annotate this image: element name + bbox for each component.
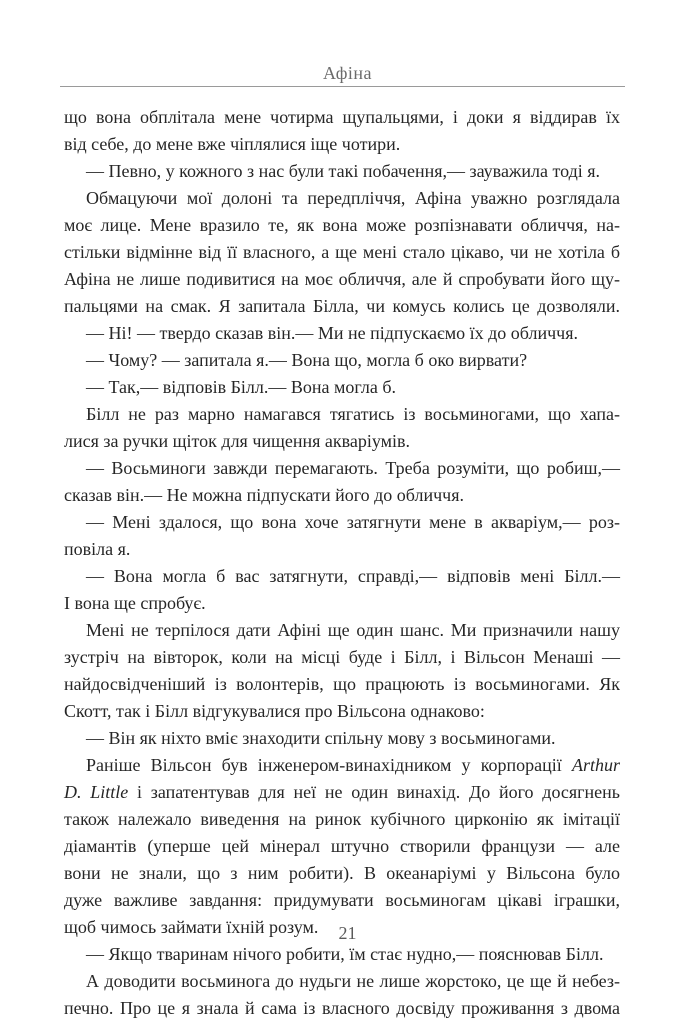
text-run: — Певно, у кожного з нас були такі побачення,— зауважила тоді я. <box>86 161 601 181</box>
text-run: найдосвідченіший із волонтерів, що працюють із восьминогами. Як <box>64 674 620 694</box>
text-line <box>64 509 620 536</box>
text-run: моє лице. Мене вразило те, як вона може розпізнавати обличчя, на- <box>64 215 620 235</box>
text-line <box>64 806 620 833</box>
text-run: сказав він.— Не можна підпускати його до обличчя. <box>64 485 465 505</box>
text-line <box>64 185 620 212</box>
text-run: — Він як ніхто вміє знаходити спільну мову з восьминогами. <box>86 728 556 748</box>
text-line <box>64 563 620 590</box>
text-line <box>64 428 620 455</box>
text-line <box>64 401 620 428</box>
text-line <box>64 455 620 482</box>
text-run: щоб чимось займати їхній розум. <box>64 917 319 937</box>
text-line <box>64 374 620 401</box>
text-line <box>64 347 620 374</box>
text-line <box>64 833 620 860</box>
text-run: Мені не терпілося дати Афіні ще один шанс. Ми призначили нашу <box>86 620 620 640</box>
text-run: — Ні! — твердо сказав він.— Ми не підпускаємо їх до обличчя. <box>86 323 578 343</box>
text-line <box>64 860 620 887</box>
text-line <box>64 104 620 131</box>
text-run: — Восьминоги завжди перемагають. Треба розуміти, що робиш,— <box>86 458 620 478</box>
text-run: і запатентував для неї не один винахід. До його досягнень <box>128 782 621 802</box>
text-run: дуже важливе завдання: придумувати восьминогам цікаві іграшки, <box>64 890 620 910</box>
text-line <box>64 212 620 239</box>
text-run: пальцями на смак. Я запитала Білла, чи комусь колись це дозволяли. <box>64 296 620 316</box>
text-line <box>64 536 620 563</box>
text-run: — Якщо тваринам нічого робити, їм стає нудно,— пояснював Білл. <box>86 944 604 964</box>
text-run: А доводити восьминога до нудьги не лише жорстоко, це ще й небез- <box>86 971 620 991</box>
italic-text-run: Arthur <box>571 755 620 775</box>
text-run: печно. Про це я знала й сама із власного досвіду проживання з двома <box>64 998 620 1018</box>
text-line <box>64 482 620 509</box>
text-line <box>64 671 620 698</box>
text-line <box>64 158 620 185</box>
text-run: зустріч на вівторок, коли на місці буде і Білл, і Вільсон Менаші — <box>64 647 620 667</box>
text-run: Афіна не лише подивитися на моє обличчя, але й спробувати його щу- <box>64 269 620 289</box>
text-line <box>64 995 620 1022</box>
text-run: Раніше Вільсон був інженером-винахідником у корпорації <box>86 755 572 775</box>
text-line <box>64 779 620 806</box>
text-line <box>64 887 620 914</box>
header-rule <box>60 86 625 87</box>
text-line <box>64 266 620 293</box>
text-run: повіла я. <box>64 539 131 559</box>
text-run: — Мені здалося, що вона хоче затягнути мене в акваріум,— роз- <box>86 512 620 532</box>
text-line <box>64 320 620 347</box>
text-run: також належало виведення на ринок кубічного цирконію як імітації <box>64 809 620 829</box>
text-run: — Чому? — запитала я.— Вона що, могла б око вирвати? <box>86 350 528 370</box>
text-run: Білл не раз марно намагався тягатись із восьминогами, що хапа- <box>86 404 620 424</box>
text-line <box>64 644 620 671</box>
text-line <box>64 293 620 320</box>
text-run: від себе, до мене вже чіплялися іще чотири. <box>64 134 401 154</box>
text-line <box>64 941 620 968</box>
text-run: — Так,— відповів Білл.— Вона могла б. <box>86 377 396 397</box>
text-line <box>64 752 620 779</box>
page-number: 21 <box>338 923 357 943</box>
text-run: Обмацуючи мої долоні та передпліччя, Афіна уважно розглядала <box>86 188 620 208</box>
text-run: стільки відмінне від її власного, а ще мені стало цікаво, чи не хотіла б <box>64 242 620 262</box>
text-line <box>64 239 620 266</box>
text-line <box>64 617 620 644</box>
text-run: вони не знали, що з ним робити). В океанаріумі у Вільсона було <box>64 863 620 883</box>
text-line <box>64 698 620 725</box>
running-head: Афіна <box>322 63 373 83</box>
text-run: діамантів (уперше цей мінерал штучно створили французи — але <box>64 836 620 856</box>
text-run: І вона ще спробує. <box>64 593 206 613</box>
text-line <box>64 590 620 617</box>
text-line <box>64 131 620 158</box>
text-block <box>64 104 620 1022</box>
text-run: лися за ручки щіток для чищення акваріумів. <box>64 431 411 451</box>
text-run: Скотт, так і Білл відгукувалися про Вільсона однаково: <box>64 701 485 721</box>
text-line <box>64 725 620 752</box>
text-run: — Вона могла б вас затягнути, справді,— відповів мені Білл.— <box>86 566 620 586</box>
text-run: що вона обплітала мене чотирма щупальцями, і доки я віддирав їх <box>64 107 620 127</box>
italic-text-run: D. Little <box>64 782 129 802</box>
text-line <box>64 968 620 995</box>
